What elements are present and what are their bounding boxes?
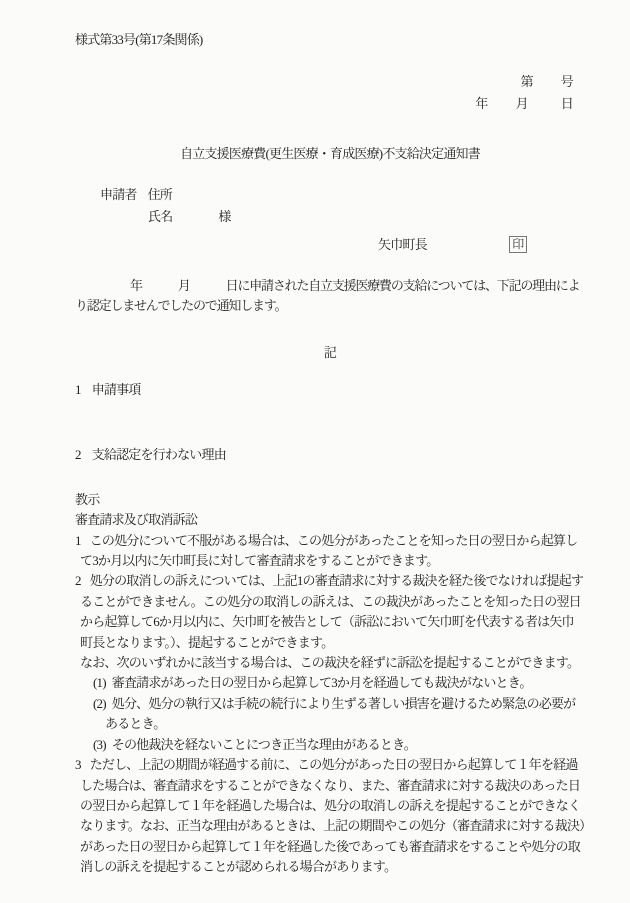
ki-heading: 記 bbox=[323, 344, 337, 360]
kyoji-item-number: 1 bbox=[75, 532, 81, 548]
kyoji-item-text bbox=[75, 571, 585, 653]
kyoji-subitem-2 bbox=[93, 694, 585, 735]
applicant-address-row bbox=[100, 184, 585, 206]
kyoji-item-1 bbox=[75, 531, 585, 572]
section-application-items bbox=[75, 380, 585, 400]
section-label: 申請事項 bbox=[91, 381, 141, 397]
name-label: 氏名 bbox=[148, 209, 173, 224]
doc-number-prefix: 第 bbox=[520, 74, 533, 89]
body-day-label: 日 bbox=[225, 278, 238, 293]
section-reason-for-denial bbox=[75, 445, 585, 465]
address-label: 住所 bbox=[147, 187, 173, 202]
year-label: 年 bbox=[475, 96, 488, 111]
honorific-label: 様 bbox=[218, 209, 231, 224]
kyoji-item-text bbox=[75, 755, 585, 877]
body-text: に申請された自立支援医療費の支給については、下記の理由により認定しませんでしたので通知します。 bbox=[75, 278, 580, 314]
kyoji-heading: 教示 bbox=[75, 491, 100, 507]
seal-stamp-box: 印 bbox=[509, 236, 527, 253]
kyoji-item-text bbox=[75, 531, 585, 572]
kyoji-item-body: 処分の取消しの訴えについては、上記1の審査請求に対する裁決を経た後でなければ提起することができません。この処分の取消しの訴えは、この裁決があったことを知った日の翌日から起算して6か月以内に、矢巾町を被告として（訴訟において矢巾町を代表する者は矢巾町長となります。）、提起することができます。 bbox=[80, 573, 584, 650]
body-paragraph bbox=[75, 276, 585, 317]
kyoji-item-number: 2 bbox=[75, 573, 81, 589]
doc-number-suffix: 号 bbox=[560, 74, 573, 89]
kyoji-subitem-body: その他裁決を経ないことにつき正当な理由があるとき。 bbox=[111, 736, 416, 752]
document-title: 自立支援医療費(更生医療・育成医療)不支給決定通知書 bbox=[180, 146, 480, 161]
body-month-label: 月 bbox=[177, 278, 190, 293]
section-number: 1 bbox=[75, 381, 81, 397]
issuer-title: 矢巾町長 bbox=[378, 237, 427, 252]
doc-number-line bbox=[75, 72, 585, 92]
kyoji-item-note: なお、次のいずれかに該当する場合は、この裁決を経ずに訴訟を提起することができます。 bbox=[80, 655, 580, 671]
applicant-block bbox=[100, 184, 585, 228]
kyoji-subitem-body: 処分、処分の執行又は手続の続行により生ずる著しい損害を避けるため緊急の必要があるとき。 bbox=[105, 695, 576, 732]
kyoji-item-number: 3 bbox=[75, 757, 81, 773]
applicant-name-row bbox=[148, 206, 585, 228]
form-number: 様式第33号(第17条関係) bbox=[75, 32, 203, 47]
kyoji-subitem-number: (1) bbox=[93, 675, 106, 691]
kyoji-item-3 bbox=[75, 755, 585, 877]
applicant-label: 申請者 bbox=[100, 187, 137, 202]
kyoji-subheading: 審査請求及び取消訴訟 bbox=[75, 512, 198, 528]
kyoji-subitem-1 bbox=[93, 673, 585, 693]
kyoji-subitem-body: 審査請求があった日の翌日から起算して3か月を経過しても裁決がないとき。 bbox=[111, 675, 532, 691]
body-year-label: 年 bbox=[130, 278, 142, 293]
kyoji-item-2 bbox=[75, 571, 585, 755]
issue-date-line bbox=[75, 94, 585, 114]
section-number: 2 bbox=[75, 446, 81, 462]
kyoji-item-body: ただし、上記の期間が経過する前に、この処分があった日の翌日から起算して１年を経過した場合は、審査請求をすることができなくなり、また、審査請求に対する裁決のあった日の翌日から起算して１年を経過した場合は、処分の取消しの訴えを提起することができなくなります。なお、正当な理由があるときは、上記の期間やこの処分（審査請求に対する裁決）があった日の翌日から起算して１年を経過した後であっても審査請求をすることや処分の取消しの訴えを提起することが認められる場合があります。 bbox=[80, 757, 585, 875]
issuer-line bbox=[75, 234, 585, 256]
kyoji-subitem-3 bbox=[93, 735, 585, 755]
month-label: 月 bbox=[515, 96, 528, 111]
kyoji-subitem-number: (3) bbox=[93, 736, 106, 752]
section-label: 支給認定を行わない理由 bbox=[91, 446, 226, 462]
kyoji-subitem-number: (2) bbox=[93, 695, 106, 711]
kyoji-item-body: この処分について不服がある場合は、この処分があったことを知った日の翌日から起算して3か月以内に矢巾町長に対して審査請求をすることができます。 bbox=[80, 532, 578, 569]
day-label: 日 bbox=[560, 96, 573, 111]
